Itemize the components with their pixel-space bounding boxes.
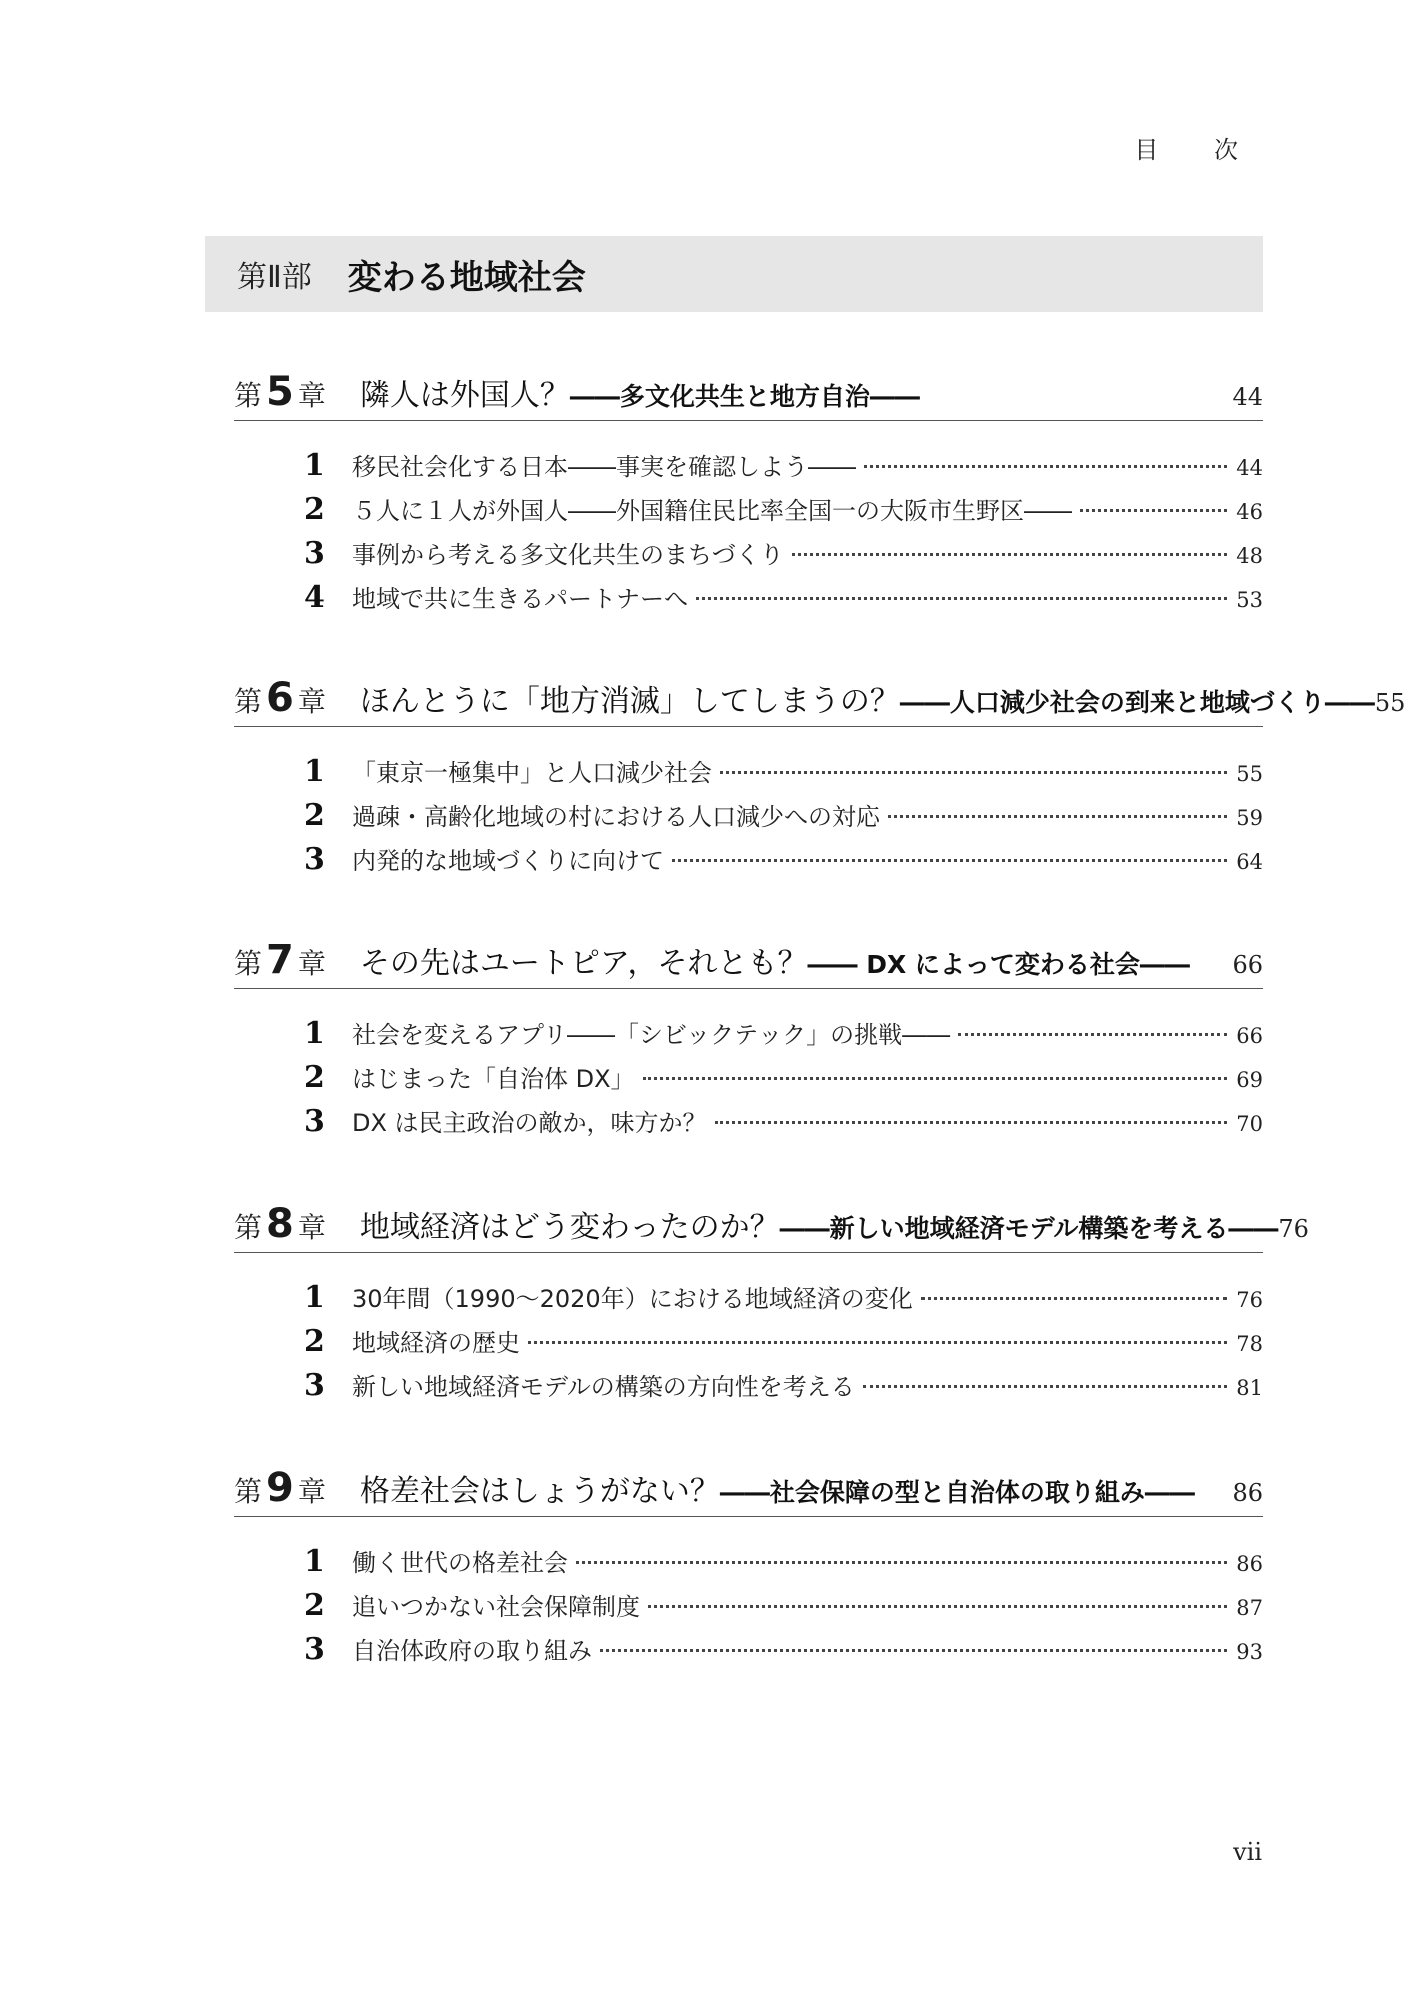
section-number: 3 [304,536,325,571]
chapter-prefix: 第 [234,1211,263,1244]
section-page: 53 [1236,588,1263,612]
dot-leader [958,1033,1227,1036]
section-number: 2 [304,1060,325,1095]
section-title: 事例から考える多文化共生のまちづくり [352,541,784,569]
section-number: 1 [304,1016,325,1051]
section-page: 55 [1236,762,1263,786]
section-entry[interactable] [234,535,1263,579]
dot-leader [1080,509,1227,512]
chapter-page: 66 [1232,951,1263,979]
chapter-number: 8 [266,1201,294,1247]
section-title: 自治体政府の取り組み [352,1637,592,1665]
section-page: 46 [1236,500,1263,524]
dot-leader [888,815,1227,818]
section-entry[interactable] [234,1367,1263,1411]
section-entry[interactable] [234,1279,1263,1323]
section-title: 働く世代の格差社会 [352,1549,568,1577]
chapter-page: 55 [1374,689,1406,717]
chapter-title: その先はユートピア，それとも？ [359,946,808,981]
section-list [234,447,1263,623]
part-heading [205,236,1263,312]
dot-leader [921,1297,1227,1300]
page-folio: vii [1233,1838,1262,1866]
section-list [234,1279,1263,1411]
chapter-entry [234,938,1263,1147]
section-page: 81 [1236,1376,1263,1400]
section-title: 「東京一極集中」と人口減少社会 [352,759,712,787]
section-page: 87 [1236,1596,1263,1620]
section-entry[interactable] [234,841,1263,885]
section-page: 86 [1236,1552,1263,1576]
dot-leader [696,597,1227,600]
chapter-page: 44 [1232,383,1263,411]
chapter-prefix: 第 [234,685,263,718]
section-title: 地域経済の歴史 [352,1329,520,1357]
chapter-subtitle: ――新しい地域経済モデル構築を考える―― [779,1214,1279,1243]
chapter-page: 86 [1232,1479,1263,1507]
section-title: DX は民主政治の敵か，味方か？ [352,1109,707,1137]
chapter-number: 7 [266,937,294,983]
dot-leader [792,553,1227,556]
section-number: 1 [304,448,325,483]
chapter-suffix: 章 [297,1475,326,1508]
section-entry[interactable] [234,579,1263,623]
dot-leader [600,1649,1227,1652]
section-entry[interactable] [234,1587,1263,1631]
chapter-suffix: 章 [297,1211,326,1244]
chapter-entry [234,675,1406,885]
section-page: 48 [1236,544,1263,568]
section-number: 2 [304,492,325,527]
chapter-suffix: 章 [297,685,326,718]
section-page: 69 [1236,1068,1263,1092]
section-title: 内発的な地域づくりに向けて [352,847,664,875]
part-label: 第Ⅱ部 [237,260,312,295]
chapter-subtitle: ―― DX によって変わる社会―― [807,950,1190,979]
chapter-subtitle: ――社会保障の型と自治体の取り組み―― [719,1478,1195,1507]
section-page: 44 [1236,456,1263,480]
dot-leader [576,1561,1227,1564]
section-list [234,753,1263,885]
section-title: 移民社会化する日本――事実を確認しよう―― [352,453,856,481]
section-number: 1 [304,754,325,789]
section-number: 4 [304,580,325,615]
section-title: 30年間（1990～2020年）における地域経済の変化 [352,1285,913,1313]
chapter-title: 地域経済はどう変わったのか？ [359,1210,780,1245]
dot-leader [715,1121,1227,1124]
chapter-suffix: 章 [297,947,326,980]
dot-leader [643,1077,1227,1080]
chapter-heading[interactable] [234,1201,1309,1253]
section-page: 93 [1236,1640,1263,1664]
chapter-number: 9 [266,1465,294,1511]
section-page: 78 [1236,1332,1263,1356]
section-entry[interactable] [234,1103,1263,1147]
section-entry[interactable] [234,1631,1263,1675]
section-list [234,1543,1263,1675]
chapter-prefix: 第 [234,379,263,412]
dot-leader [863,1385,1227,1388]
chapter-suffix: 章 [297,379,326,412]
chapter-entry [234,1201,1309,1411]
section-page: 76 [1236,1288,1263,1312]
chapter-heading[interactable] [234,370,1263,421]
section-page: 59 [1236,806,1263,830]
chapter-heading[interactable] [234,1466,1263,1517]
section-entry[interactable] [234,753,1263,797]
section-number: 3 [304,842,325,877]
section-entry[interactable] [234,1323,1263,1367]
running-head: 目 次 [1134,136,1262,164]
chapter-number: 6 [266,675,294,721]
section-number: 2 [304,1324,325,1359]
section-page: 64 [1236,850,1263,874]
dot-leader [648,1605,1227,1608]
section-title: 社会を変えるアプリ――「シビックテック」の挑戦―― [352,1021,951,1049]
section-title: 過疎・高齢化地域の村における人口減少への対応 [352,803,880,831]
chapter-number: 5 [266,369,294,415]
dot-leader [528,1341,1227,1344]
chapter-subtitle: ――多文化共生と地方自治―― [569,382,920,411]
section-number: 1 [304,1280,325,1315]
chapter-title: 格差社会はしょうがない？ [359,1474,720,1509]
chapter-entry [234,1466,1263,1675]
chapter-subtitle: ――人口減少社会の到来と地域づくり―― [899,688,1375,717]
section-title: 新しい地域経済モデルの構築の方向性を考える [352,1373,855,1401]
chapter-prefix: 第 [234,947,263,980]
dot-leader [672,859,1227,862]
section-entry[interactable] [234,447,1263,491]
section-entry[interactable] [234,1543,1263,1587]
chapter-heading[interactable] [234,938,1263,989]
section-number: 3 [304,1632,325,1667]
section-page: 66 [1236,1024,1263,1048]
chapter-heading[interactable] [234,675,1406,727]
dot-leader [720,771,1227,774]
chapter-title: ほんとうに「地方消滅」してしまうの？ [359,684,900,719]
chapter-title: 隣人は外国人？ [359,378,570,413]
part-title: 変わる地域社会 [347,257,586,298]
section-title: ５人に１人が外国人――外国籍住民比率全国一の大阪市生野区―― [352,497,1072,525]
section-entry[interactable] [234,797,1263,841]
section-number: 2 [304,1588,325,1623]
dot-leader [864,465,1227,468]
section-number: 3 [304,1368,325,1403]
chapter-page: 76 [1278,1215,1309,1243]
section-title: 追いつかない社会保障制度 [352,1593,640,1621]
section-list [234,1015,1263,1147]
section-number: 3 [304,1104,325,1139]
section-entry[interactable] [234,1059,1263,1103]
section-page: 70 [1236,1112,1263,1136]
section-number: 1 [304,1544,325,1579]
section-title: 地域で共に生きるパートナーへ [352,585,688,613]
section-entry[interactable] [234,491,1263,535]
chapter-entry [234,370,1263,623]
section-entry[interactable] [234,1015,1263,1059]
section-title: はじまった「自治体 DX」 [352,1065,635,1093]
section-number: 2 [304,798,325,833]
chapter-prefix: 第 [234,1475,263,1508]
